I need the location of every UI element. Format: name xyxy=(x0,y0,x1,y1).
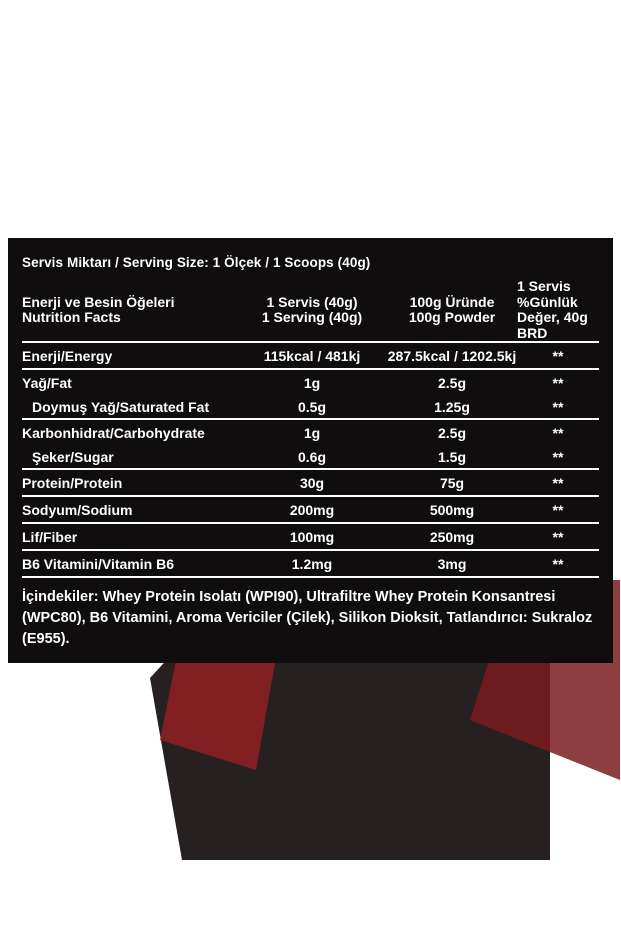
table-row xyxy=(22,524,599,549)
header-daily-l2: Değer, 40g BRD xyxy=(517,309,588,341)
row-serving-value: 1.2mg xyxy=(291,555,333,572)
row-name: Enerji/Energy xyxy=(22,347,113,364)
row-serving-value: 1g xyxy=(303,374,321,391)
header-serving-tr: 1 Servis (40g) xyxy=(266,293,358,310)
table-row xyxy=(22,497,599,522)
row-name: Sodyum/Sodium xyxy=(22,501,133,518)
row-serving-value: 0.6g xyxy=(297,448,326,465)
header-nutrient-en: Nutrition Facts xyxy=(22,309,121,325)
header-hundred-en: 100g Powder xyxy=(408,309,496,325)
row-serving-value: 100mg xyxy=(289,528,335,545)
row-hundred-value: 1.5g xyxy=(437,448,466,465)
table-row xyxy=(22,343,599,368)
header-hundred-column xyxy=(387,279,517,341)
row-daily-value: ** xyxy=(552,528,564,545)
row-hundred-value: 75g xyxy=(439,474,465,491)
row-hundred-value: 3mg xyxy=(437,555,467,572)
header-nutrient-column xyxy=(22,279,237,341)
row-name: Karbonhidrat/Carbohydrate xyxy=(22,424,205,441)
row-name: Doymuş Yağ/Saturated Fat xyxy=(32,398,210,415)
header-daily-column xyxy=(517,279,599,341)
row-hundred-value: 2.5g xyxy=(437,374,466,391)
row-hundred-value: 287.5kcal / 1202.5kj xyxy=(387,347,517,364)
row-daily-value: ** xyxy=(552,448,564,465)
table-header-row xyxy=(22,279,599,341)
row-hundred-value: 2.5g xyxy=(437,424,466,441)
row-serving-value: 30g xyxy=(299,474,325,491)
row-name: Şeker/Sugar xyxy=(32,448,114,465)
row-daily-value: ** xyxy=(552,374,564,391)
table-row xyxy=(22,370,599,395)
row-daily-value: ** xyxy=(552,398,564,415)
row-hundred-value: 1.25g xyxy=(434,398,470,415)
table-row xyxy=(22,445,599,468)
row-daily-value: ** xyxy=(552,424,564,441)
row-daily-value: ** xyxy=(552,474,564,491)
table-row xyxy=(22,420,599,445)
row-name: Yağ/Fat xyxy=(22,374,72,391)
row-serving-value: 115kcal / 481kj xyxy=(263,347,361,364)
row-daily-value: ** xyxy=(552,555,564,572)
header-daily-l1: 1 Servis %Günlük xyxy=(517,278,578,310)
row-serving-value: 200mg xyxy=(289,501,335,518)
table-row xyxy=(22,551,599,576)
row-daily-value: ** xyxy=(552,347,564,364)
row-name: Lif/Fiber xyxy=(22,528,78,545)
header-hundred-tr: 100g Üründe xyxy=(409,293,495,310)
row-daily-value: ** xyxy=(552,501,564,518)
row-serving-value: 1g xyxy=(303,424,321,441)
header-serving-en: 1 Serving (40g) xyxy=(261,309,363,325)
serving-size-line: Servis Miktarı / Serving Size: 1 Ölçek / 1 Scoops (40g) xyxy=(22,255,371,270)
row-serving-value: 0.5g xyxy=(297,398,326,415)
ingredients-text: İçindekiler: Whey Protein Isolatı (WPI90), Ultrafiltre Whey Protein Konsantresi (WPC80), B6 Vitamini, Aroma Vericiler (Çilek), Silikon Dioksit, Tatlandırıcı: Sukraloz (E955). xyxy=(22,589,593,647)
header-nutrient-tr: Enerji ve Besin Öğeleri xyxy=(22,293,175,310)
row-name: Protein/Protein xyxy=(22,474,123,491)
nutrition-label-panel xyxy=(8,238,613,663)
nutrition-facts-table xyxy=(22,279,599,578)
header-serving-column xyxy=(237,279,387,341)
table-row xyxy=(22,470,599,495)
row-name: B6 Vitamini/Vitamin B6 xyxy=(22,555,174,572)
row-hundred-value: 250mg xyxy=(429,528,475,545)
row-hundred-value: 500mg xyxy=(429,501,475,518)
table-row xyxy=(22,395,599,418)
